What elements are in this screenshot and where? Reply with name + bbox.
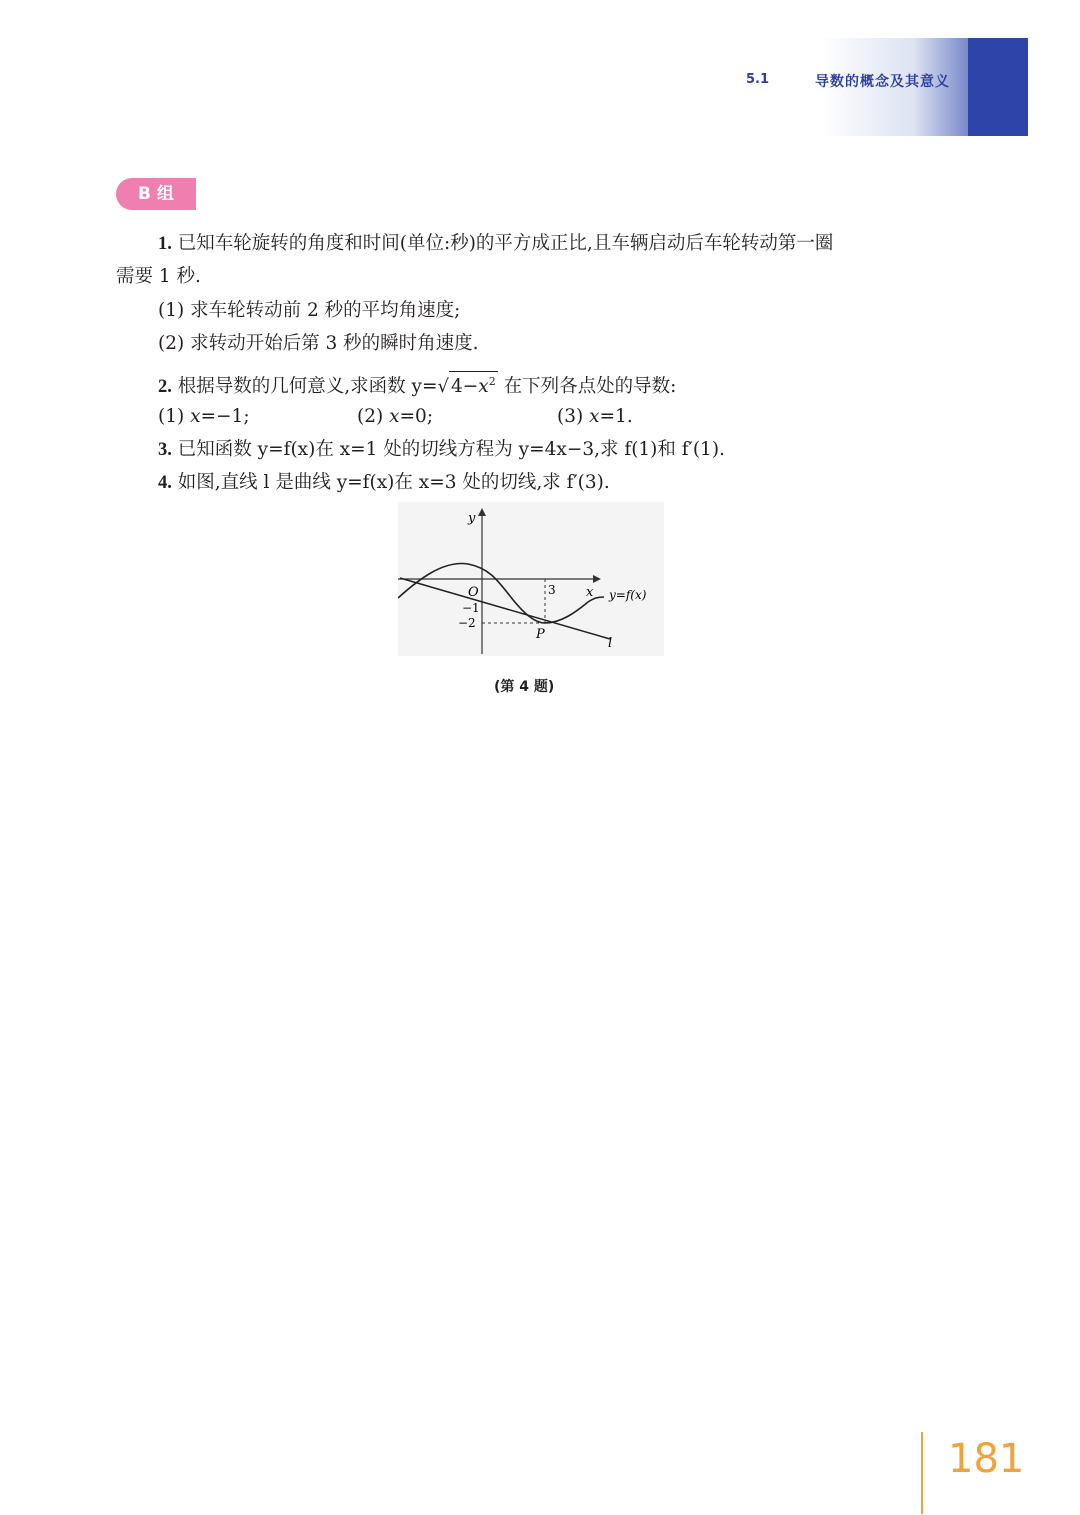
problem-2-text: 根据导数的几何意义,求函数	[177, 376, 406, 398]
x-tick-3-label: 3	[548, 583, 556, 597]
function-lhs: y=	[411, 376, 438, 398]
problem-1-line-2: 需要 1 秒.	[116, 266, 201, 287]
y-tick-minus2-label: −2	[458, 616, 476, 630]
y-tick-minus1-label: −1	[462, 601, 480, 615]
problem-1-sub-1	[158, 299, 460, 323]
problem-3-line	[158, 438, 725, 462]
page-number-rule	[921, 1432, 923, 1514]
sub-label: (1)	[158, 300, 185, 321]
problem-2-part-3: (3) x=1.	[557, 406, 633, 427]
sqrt-sign: √	[437, 376, 449, 398]
sub-label: (2)	[158, 333, 185, 354]
curve-label: y=f(x)	[609, 588, 647, 602]
line-l-label: l	[608, 636, 613, 651]
x-axis-label: x	[586, 585, 594, 600]
problem-2-number: 2.	[158, 377, 172, 398]
problem-2-line	[158, 371, 676, 399]
problem-4-number: 4.	[158, 473, 172, 493]
problem-1-number: 1.	[158, 234, 172, 254]
problem-2-part-1: (1) x=−1;	[158, 406, 250, 427]
problem-1-sub-2	[158, 332, 479, 356]
group-badge: B 组	[116, 178, 196, 210]
sqrt-radicand: $4-x^2$	[449, 371, 498, 397]
origin-label: O	[468, 585, 479, 600]
problem-3-text: 已知函数 y=f(x)在 x=1 处的切线方程为 y=4x−3,求 f(1)和 f′(1).	[177, 439, 725, 460]
tangent-line-figure	[398, 502, 664, 656]
problem-3-number: 3.	[158, 440, 172, 460]
problem-4-line	[158, 471, 610, 495]
problem-1-text: 已知车轮旋转的角度和时间(单位:秒)的平方成正比,且车辆启动后车轮转动第一圈	[177, 233, 834, 254]
section-title: 导数的概念及其意义	[815, 74, 950, 90]
problem-2-part-2: (2) x=0;	[357, 406, 434, 427]
problem-2-text-after: 在下列各点处的导数:	[503, 376, 677, 398]
section-number: 5.1	[746, 72, 770, 87]
figure-caption: (第 4 题)	[494, 679, 555, 695]
point-p-label: P	[536, 627, 545, 642]
problem-4-text: 如图,直线 l 是曲线 y=f(x)在 x=3 处的切线,求 f′(3).	[177, 472, 610, 493]
sub-text: 求车轮转动前 2 秒的平均角速度;	[190, 300, 461, 321]
page-number: 181	[948, 1436, 1025, 1482]
problem-1-line-1	[158, 232, 833, 256]
y-axis-label: y	[468, 511, 476, 526]
header-color-block	[968, 38, 1028, 136]
sub-text: 求转动开始后第 3 秒的瞬时角速度.	[190, 333, 479, 354]
